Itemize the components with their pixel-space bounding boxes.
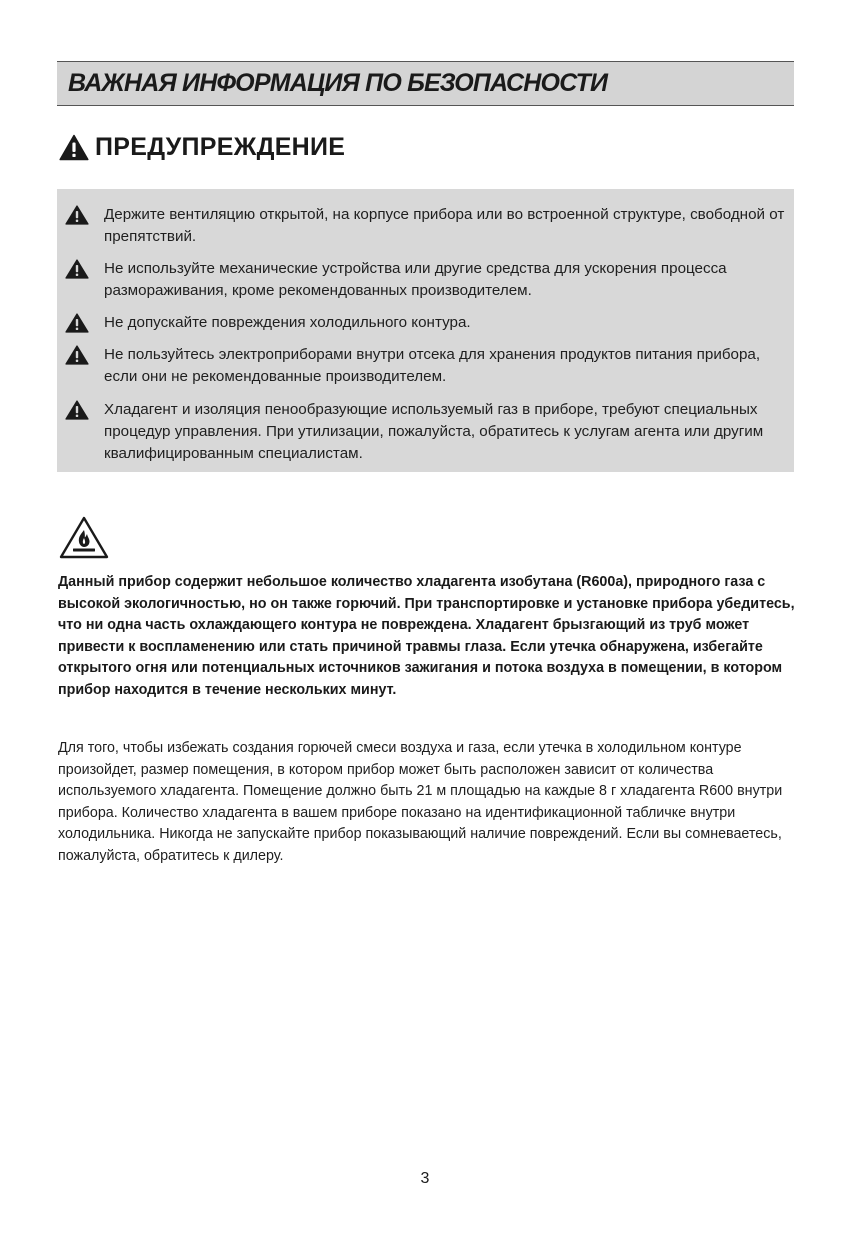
warning-item-text: Держите вентиляцию открытой, на корпусе прибора или во встроенной структуре, свободной от препятствий.	[104, 206, 785, 245]
warning-triangle-icon	[59, 134, 89, 161]
page-number: 3	[420, 1170, 430, 1187]
warning-heading	[59, 130, 345, 164]
warning-item-text: Не используйте механические устройства или другие средства для ускорения процесса размораживания, кроме рекомендованных производителем.	[104, 260, 727, 299]
warning-list	[57, 189, 794, 472]
warning-item-text: Не пользуйтесь электроприборами внутри отсека для хранения продуктов питания прибора, если они не рекомендованные производителем.	[104, 346, 761, 385]
room-size-paragraph: Для того, чтобы избежать создания горючей смеси воздуха и газа, если утечка в холодильном контуре произойдет, размер помещения, в котором прибор может быть расположен зависит от количества используемого хладагента. Помещение должно быть 21 м площадью на каждые 8 г хладагента R600 внутри прибора. Количество хладагента в вашем приборе показано на идентификационной табличке внутри холодильника. Никогда не запускайте прибор показывающий наличие повреждений. Если вы сомневаетесь, пожалуйста, обратитесь к дилеру.	[58, 740, 783, 864]
section-title-bar	[57, 61, 794, 106]
warning-triangle-icon	[65, 345, 89, 365]
warning-heading-text: ПРЕДУПРЕЖДЕНИЕ	[95, 132, 346, 161]
warning-item-text: Не допускайте повреждения холодильного контура.	[104, 314, 471, 331]
warning-item-text: Хладагент и изоляция пенообразующие используемый газ в приборе, требуют специальных процедур управления. При утилизации, пожалуйста, обратитесь к услугам агента или другим квалифицированным специалистам.	[104, 401, 764, 462]
warning-triangle-icon	[65, 205, 89, 225]
warning-triangle-icon	[65, 400, 89, 420]
warning-triangle-icon	[65, 313, 89, 333]
flammable-warning-icon	[59, 516, 109, 559]
warning-triangle-icon	[65, 259, 89, 279]
section-title: ВАЖНАЯ ИНФОРМАЦИЯ ПО БЕЗОПАСНОСТИ	[68, 69, 608, 97]
flammable-warning-paragraph: Данный прибор содержит небольшое количество хладагента изобутана (R600a), природного газа с высокой экологичностью, но он также горючий. При транспортировке и установке прибора убедитесь, что ни одна часть охлаждающего контура не повреждена. Хладагент брызгающий из труб может привести к воспламенению или стать причиной травмы глаза. Если утечка обнаружена, избегайте открытого огня или потенциальных источников зажигания и потока воздуха в помещении, в котором прибор находится в течение нескольких минут.	[58, 574, 795, 698]
